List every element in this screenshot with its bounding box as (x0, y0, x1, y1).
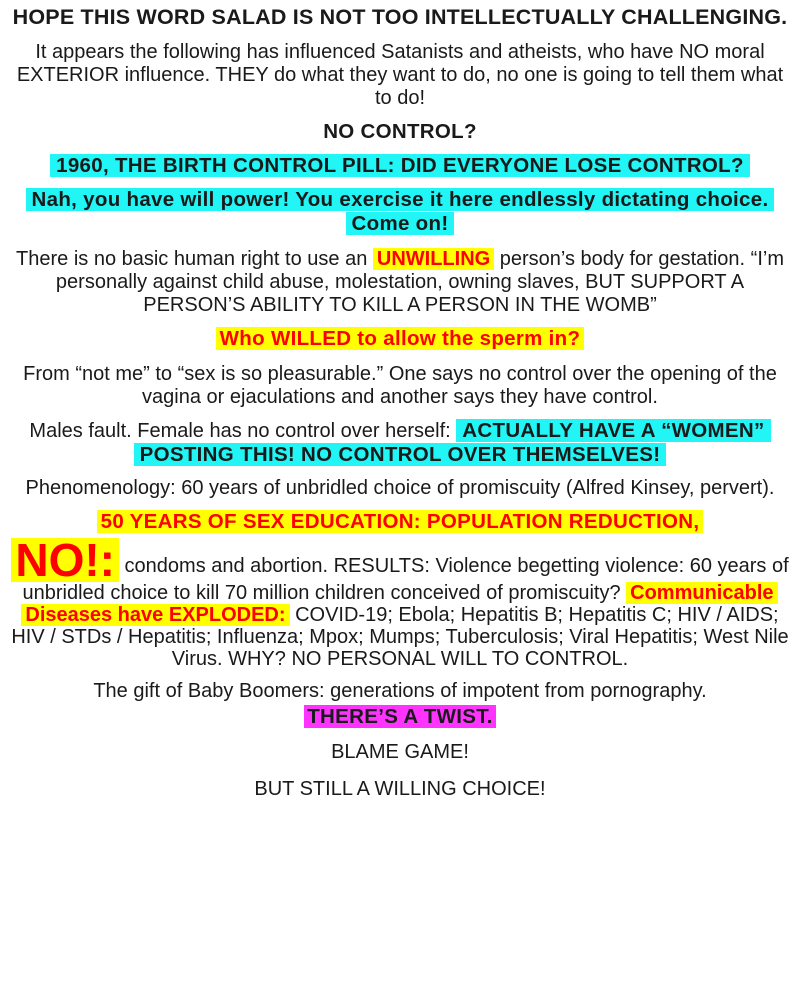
twist-block (8, 705, 792, 729)
sex-ed-heading: 50 YEARS OF SEX EDUCATION: POPULATION REDUCTION, (97, 510, 704, 533)
diseases-highlight: Communicable Diseases have EXPLODED: (21, 582, 777, 626)
sex-ed-paragraph (8, 534, 792, 670)
males-fault-highlight: ACTUALLY HAVE A “WOMEN” POSTING THIS! NO CONTROL OVER THEMSELVES! (134, 419, 771, 466)
who-willed-text: Who WILLED to allow the sperm in? (216, 327, 585, 350)
sex-ed-heading-block (8, 510, 792, 534)
sex-ed-text1: condoms and abortion. RESULTS: Violence begetting violence: 60 years of unbridled choice to kill 70 million children conceived of promiscuity? (22, 555, 789, 604)
unwilling-highlight: UNWILLING (373, 248, 494, 270)
phenomenology-paragraph: Phenomenology: 60 years of unbridled choice of promiscuity (Alfred Kinsey, pervert). (25, 477, 775, 499)
willing-choice-text: BUT STILL A WILLING CHOICE! (254, 778, 546, 800)
page-title: HOPE THIS WORD SALAD IS NOT TOO INTELLECTUALLY CHALLENGING. (12, 5, 788, 29)
intro-paragraph: It appears the following has influenced Satanists and atheists, who have NO moral EXTERIOR influence. THEY do what they want to do, no one is going to tell them what to do! (16, 41, 784, 109)
willpower-text: Nah, you have will power! You exercise it here endlessly dictating choice. Come on! (26, 188, 775, 235)
pill-heading-block (8, 154, 792, 178)
sex-ed-text2: COVID-19; Ebola; Hepatitis B; Hepatitis C; HIV / AIDS; HIV / STDs / Hepatitis; Influenza; Mpox; Mumps; Tuberculosis; Viral Hepatitis; West Nile Virus. WHY? NO PERSONAL WILL TO CONTROL. (11, 604, 789, 670)
males-fault-plain: Males fault. Female has no control over herself: (29, 420, 457, 442)
blame-game-text: BLAME GAME! (331, 741, 469, 763)
rights-after: person’s body for gestation. “I’m personally against child abuse, molestation, owning slaves, BUT SUPPORT A PERSON’S ABILITY TO KILL A PERSON IN THE WOMB” (55, 248, 784, 316)
no-control-heading: NO CONTROL? (323, 120, 477, 143)
pill-heading: 1960, THE BIRTH CONTROL PILL: DID EVERYONE LOSE CONTROL? (50, 154, 750, 177)
males-fault-paragraph (8, 419, 792, 467)
willpower-block (8, 188, 792, 236)
who-willed-block (8, 327, 792, 351)
boomers-paragraph: The gift of Baby Boomers: generations of impotent from pornography. (93, 680, 707, 702)
rights-paragraph (8, 248, 792, 317)
twist-text: THERE’S A TWIST. (304, 705, 496, 728)
big-no-label: NO!: (11, 538, 119, 582)
rights-before: There is no basic human right to use an (16, 248, 373, 270)
not-me-paragraph: From “not me” to “sex is so pleasurable.” One says no control over the opening of the vagina or ejaculations and another says they have control. (23, 363, 777, 408)
